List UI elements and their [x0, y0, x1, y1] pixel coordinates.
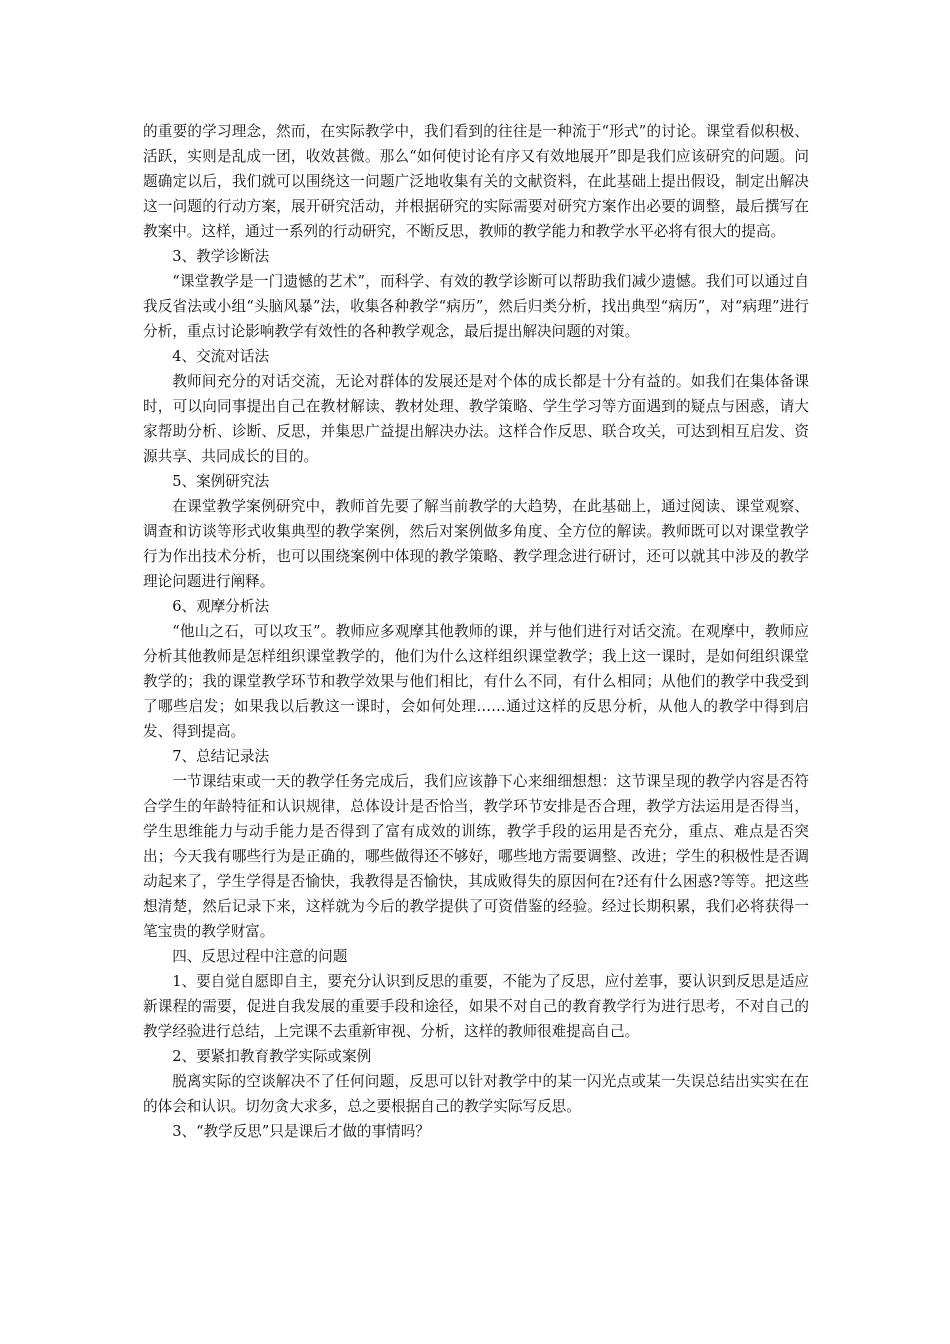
section-heading-diagnosis: 3、教学诊断法 — [172, 248, 270, 265]
body-paragraph: 1、要自觉自愿即自主，要充分认识到反思的重要，不能为了反思，应付差事，要认识到反思是适应新课程的需要，促进自我发展的重要手段和途径，如果不对自己的教育教学行为进行思考，不对自己的教学经验进行总结，上完课不去重新审视、分析，这样的教师很难提高自己。 — [143, 973, 810, 1040]
body-paragraph: 在课堂教学案例研究中，教师首先要了解当前教学的大趋势，在此基础上，通过阅读、课堂观察、调查和访谈等形式收集典型的教学案例，然后对案例做多角度、全方位的解读。教师既可以对课堂教学行为作出技术分析，也可以围绕案例中体现的教学策略、教学理念进行研讨，还可以就其中涉及的教学理论问题进行阐释。 — [143, 498, 809, 590]
body-paragraph: “课堂教学是一门遗憾的艺术”，而科学、有效的教学诊断可以帮助我们减少遗憾。我们可以通过自我反省法或小组“头脑风暴”法，收集各种教学“病历”，然后归类分析，找出典型“病历”，对“病理”进行分析，重点讨论影响教学有效性的各种教学观念，最后提出解决问题的对策。 — [143, 273, 809, 340]
section-heading-notes: 四、反思过程中注意的问题 — [172, 948, 348, 965]
subsection-heading-question: 3、“教学反思”只是课后才做的事情吗？ — [172, 1123, 430, 1140]
section-heading-dialogue: 4、交流对话法 — [172, 348, 270, 365]
subsection-heading-practice: 2、要紧扣教育教学实际或案例 — [172, 1048, 372, 1065]
section-heading-case-study: 5、案例研究法 — [172, 473, 270, 490]
body-paragraph: “他山之石，可以攻玉”。教师应多观摩其他教师的课，并与他们进行对话交流。在观摩中，教师应分析其他教师是怎样组织课堂教学的，他们为什么这样组织课堂教学；我上这一课时，是如何组织课堂教学的；我的课堂教学环节和教学效果与他们相比，有什么不同，有什么相同；从他们的教学中我受到了哪些启发；如果我以后教这一课时，会如何处理……通过这样的反思分析，从他人的教学中得到启发、得到提高。 — [143, 623, 809, 740]
body-paragraph: 脱离实际的空谈解决不了任何问题，反思可以针对教学中的某一闪光点或某一失误总结出实实在在的体会和认识。切勿贪大求多，总之要根据自己的教学实际写反思。 — [143, 1073, 809, 1115]
body-paragraph-continued: 的重要的学习理念，然而，在实际教学中，我们看到的往往是一种流于“形式”的讨论。课堂看似积极、活跃，实则是乱成一团，收效甚微。那么“如何使讨论有序又有效地展开”即是我们应该研究的问题。问题确定以后，我们就可以围绕这一问题广泛地收集有关的文献资料，在此基础上提出假设，制定出解决这一问题的行动方案，展开研究活动，并根据研究的实际需要对研究方案作出必要的调整，最后撰写在教案中。这样，通过一系列的行动研究，不断反思，教师的教学能力和教学水平必将有很大的提高。 — [143, 123, 809, 240]
body-paragraph: 一节课结束或一天的教学任务完成后，我们应该静下心来细细想想：这节课呈现的教学内容是否符合学生的年龄特征和认识规律，总体设计是否恰当，教学环节安排是否合理，教学方法运用是否得当，学生思维能力与动手能力是否得到了富有成效的训练，教学手段的运用是否充分，重点、难点是否突出；今天我有哪些行为是正确的，哪些做得还不够好，哪些地方需要调整、改进；学生的积极性是否调动起来了，学生学得是否愉快，我教得是否愉快，其成败得失的原因何在?还有什么困惑?等等。把这些想清楚，然后记录下来，这样就为今后的教学提供了可资借鉴的经验。经过长期积累，我们必将获得一笔宝贵的教学财富。 — [143, 773, 809, 940]
section-heading-observation: 6、观摩分析法 — [172, 598, 270, 615]
body-paragraph: 教师间充分的对话交流，无论对群体的发展还是对个体的成长都是十分有益的。如我们在集体备课时，可以向同事提出自己在教材解读、教材处理、教学策略、学生学习等方面遇到的疑点与困惑，请大家帮助分析、诊断、反思，并集思广益提出解决办法。这样合作反思、联合攻关，可达到相互启发、资源共享、共同成长的目的。 — [143, 373, 809, 465]
section-heading-summary: 7、总结记录法 — [172, 748, 270, 765]
document-page — [143, 119, 809, 1144]
